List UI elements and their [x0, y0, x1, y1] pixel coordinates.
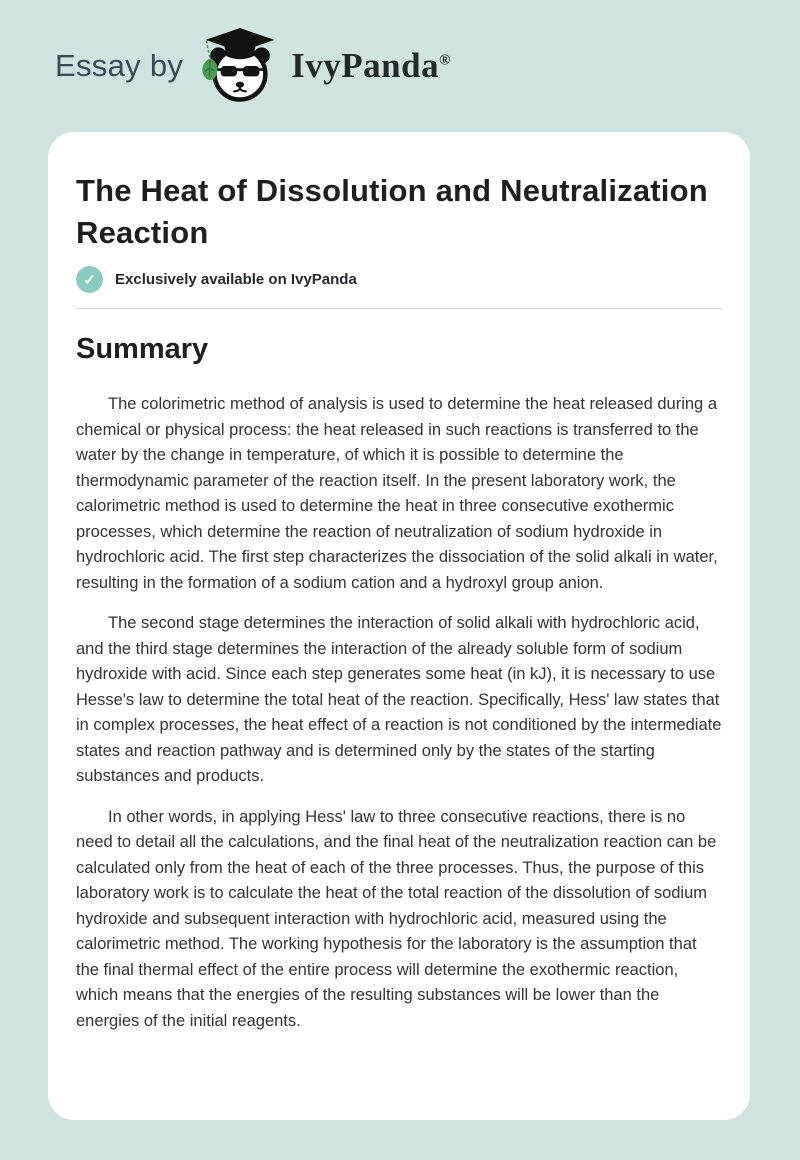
brand-wordmark	[291, 46, 451, 86]
panda-graduate-icon	[199, 24, 281, 108]
registered-mark: ®	[439, 52, 451, 69]
essay-by-label: Essay by	[55, 48, 184, 83]
divider	[76, 308, 722, 309]
check-icon: ✓	[76, 266, 103, 293]
essay-card	[48, 132, 750, 1120]
paragraph: The colorimetric method of analysis is used to determine the heat released during a chemical or physical process: the heat released in such reactions is transferred to the water by the change in temperature, of which it is possible to determine the thermodynamic parameter of the reaction itself. In the present laboratory work, the calorimetric method is used to determine the heat in three consecutive exothermic processes, which determine the reaction of neutralization of sodium hydroxide in hydrochloric acid. The first step characterizes the dissociation of the solid alkali in water, resulting in the formation of a sodium cation and a hydroxyl group anion.	[76, 395, 718, 592]
paragraph: In other words, in applying Hess' law to three consecutive reactions, there is no need to detail all the calculations, and the final heat of the neutralization reaction can be calculated only from the heat of each of the three processes. Thus, the purpose of this laboratory work is to calculate the heat of the total reaction of the dissolution of sodium hydroxide and subsequent interaction with hydrochloric acid, measured using the calorimetric method. The working hypothesis for the laboratory is the assumption that the final thermal effect of the entire process will determine the exothermic reaction, which means that the energies of the resulting substances will be lower than the energies of the initial reagents.	[76, 807, 717, 1030]
essay-body	[76, 392, 722, 1034]
paragraph: The second stage determines the interaction of solid alkali with hydrochloric acid, and the third stage determines the interaction of the already soluble form of sodium hydroxide with acid. Since each step generates some heat (in kJ), it is necessary to use Hesse's law to determine the total heat of the reaction. Specifically, Hess' law states that in complex processes, the heat effect of a reaction is not conditioned by the intermediate states and reaction pathway and is determined only by the states of the starting substances and products.	[76, 614, 722, 785]
page-title: The Heat of Dissolution and Neutralization Reaction	[76, 173, 708, 250]
site-header	[0, 0, 800, 132]
section-heading-summary: Summary	[76, 333, 209, 365]
availability-badge	[76, 266, 722, 293]
ivypanda-logo	[199, 24, 281, 108]
brand-name: IvyPanda	[291, 46, 440, 85]
availability-badge-label: Exclusively available on IvyPanda	[115, 271, 357, 288]
